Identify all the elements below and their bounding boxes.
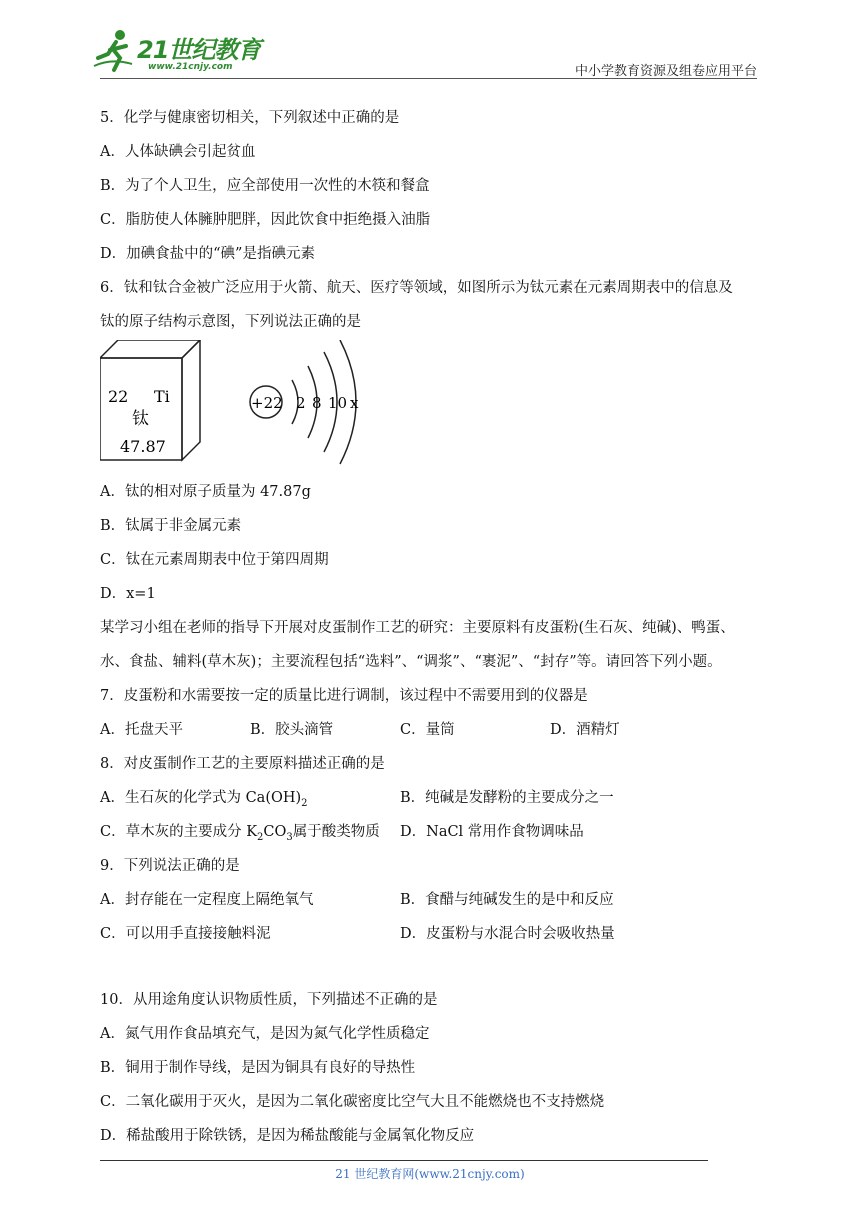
q5-option-b: B．为了个人卫生，应全部使用一次性的木筷和餐盒: [100, 178, 430, 194]
q5-option-d: D．加碘食盐中的“碘”是指碘元素: [100, 246, 315, 262]
q6-option-c: C．钛在元素周期表中位于第四周期: [100, 552, 329, 568]
q9-stem: 9．下列说法正确的是: [100, 858, 240, 874]
platform-title: 中小学教育资源及组卷应用平台: [574, 64, 757, 79]
atomic-structure: [250, 340, 359, 464]
intro-line1: 某学习小组在老师的指导下开展对皮蛋制作工艺的研究：主要原料有皮蛋粉(生石灰、纯碱)、鸭蛋、: [100, 620, 735, 636]
shell-1: 2: [296, 394, 306, 412]
footer-divider: [100, 1160, 708, 1161]
q7-option-b: B．胶头滴管: [250, 722, 334, 738]
element-name: 钛: [132, 409, 149, 429]
titanium-figure: [100, 340, 370, 465]
q5-stem: 5．化学与健康密切相关，下列叙述中正确的是: [100, 110, 400, 126]
q6-option-a: A．钛的相对原子质量为 47.87g: [100, 484, 311, 500]
shell-4: x: [350, 394, 359, 412]
q5-option-a: A．人体缺碘会引起贫血: [100, 144, 256, 160]
q9-option-c: C．可以用手直接接触料泥: [100, 926, 271, 942]
q10-option-b: B．铜用于制作导线，是因为铜具有良好的导热性: [100, 1060, 416, 1076]
element-cell: [100, 340, 200, 460]
q6-option-d: D．x=1: [100, 586, 156, 602]
q8-option-b: B．纯碱是发酵粉的主要成分之一: [400, 790, 614, 806]
q6-option-b: B．钛属于非金属元素: [100, 518, 242, 534]
q7-stem: 7．皮蛋粉和水需要按一定的质量比进行调制，该过程中不需要用到的仪器是: [100, 688, 588, 704]
logo-text: 21世纪教育: [137, 36, 261, 64]
q7-option-a: A．托盘天平: [100, 722, 183, 738]
q9-option-d: D．皮蛋粉与水混合时会吸收热量: [400, 926, 615, 942]
q7-option-d: D．酒精灯: [550, 722, 620, 738]
q8-option-c: C．草木灰的主要成分 $K_2CO_3$属于酸类物质: [100, 824, 380, 843]
q6-stem-line2: 钛的原子结构示意图，下列说法正确的是: [100, 314, 361, 330]
q10-stem: 10．从用途角度认识物质性质，下列描述不正确的是: [100, 992, 438, 1008]
q8-stem: 8．对皮蛋制作工艺的主要原料描述正确的是: [100, 756, 385, 772]
shell-3: 10: [328, 394, 348, 412]
q9-option-a: A．封存能在一定程度上隔绝氧气: [100, 892, 314, 908]
page-header: [0, 0, 860, 80]
nucleus-charge: +22: [251, 394, 283, 412]
site-logo[interactable]: [92, 28, 262, 78]
logo-url: www.21cnjy.com: [148, 62, 233, 72]
runner-logo-icon: [92, 28, 136, 74]
q10-option-a: A．氮气用作食品填充气，是因为氮气化学性质稳定: [100, 1026, 430, 1042]
q8-option-d: D．NaCl 常用作食物调味品: [400, 824, 584, 840]
header-divider: [100, 78, 757, 79]
intro-line2: 水、食盐、辅料(草木灰)；主要流程包括“选料”、“调浆”、“裹泥”、“封存”等。请回答下列小题。: [100, 654, 722, 670]
element-symbol: Ti: [154, 387, 170, 406]
q9-option-b: B．食醋与纯碱发生的是中和反应: [400, 892, 614, 908]
q6-stem-line1: 6．钛和钛合金被广泛应用于火箭、航天、医疗等领域，如图所示为钛元素在元素周期表中的信息及: [100, 280, 733, 296]
atomic-mass: 47.87: [120, 437, 166, 456]
q7-option-c: C．量筒: [400, 722, 455, 738]
q10-option-d: D．稀盐酸用于除铁锈，是因为稀盐酸能与金属氧化物反应: [100, 1128, 475, 1144]
q5-option-c: C．脂肪使人体臃肿肥胖，因此饮食中拒绝摄入油脂: [100, 212, 431, 228]
shell-2: 8: [312, 394, 322, 412]
q10-option-c: C．二氧化碳用于灭火，是因为二氧化碳密度比空气大且不能燃烧也不支持燃烧: [100, 1094, 605, 1110]
atomic-number: 22: [108, 387, 129, 406]
q8-option-a: A．生石灰的化学式为 $Ca(OH)_2$: [100, 790, 308, 809]
footer-link[interactable]: 21 世纪教育网(www.21cnjy.com): [335, 1167, 525, 1181]
